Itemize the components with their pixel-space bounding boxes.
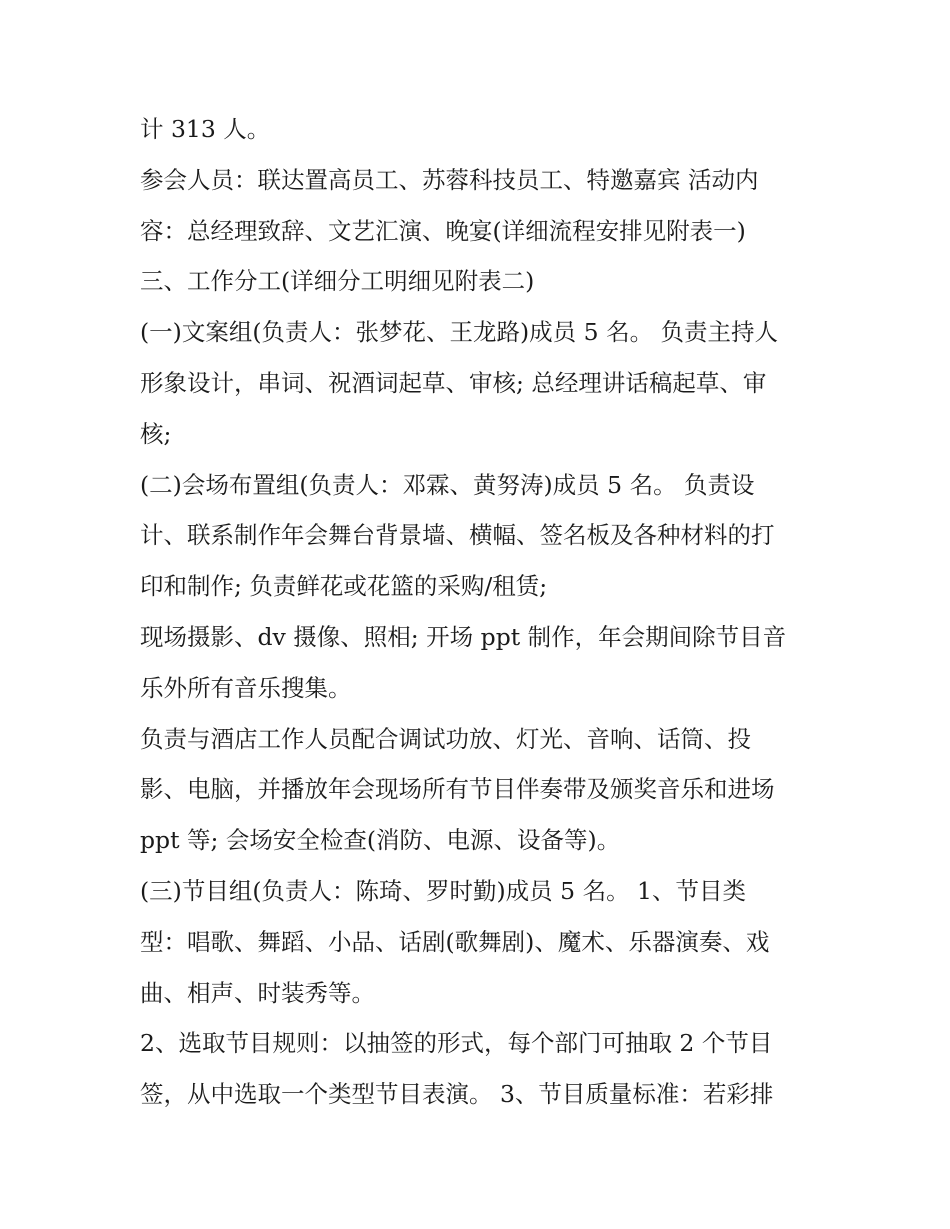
text-line: 影、电脑，并播放年会现场所有节目伴奏带及颁奖音乐和进场 [140, 775, 775, 804]
text-line: 参会人员：联达置高员工、苏蓉科技员工、特邀嘉宾 活动内 [140, 165, 759, 194]
text-line: 核; [140, 419, 172, 448]
section-heading: 三、工作分工(详细分工明细见附表二) [140, 267, 535, 296]
text-line: 2、选取节目规则：以抽签的形式，每个部门可抽取 2 个节目 [140, 1029, 773, 1058]
text-line: (三)节目组(负责人：陈琦、罗时勤)成员 5 名。 1、节目类 [140, 876, 746, 905]
text-line: 乐外所有音乐搜集。 [140, 673, 352, 702]
text-line: 计 313 人。 [140, 115, 271, 143]
text-line: 形象设计，串词、祝酒词起草、审核; 总经理讲话稿起草、审 [140, 368, 767, 397]
document-body [140, 104, 820, 1120]
text-line: ppt 等; 会场安全检查(消防、电源、设备等)。 [140, 826, 621, 855]
text-line: 曲、相声、时装秀等。 [140, 978, 375, 1007]
text-line: (一)文案组(负责人：张梦花、王龙路)成员 5 名。 负责主持人 [140, 318, 779, 347]
text-line: 型：唱歌、舞蹈、小品、话剧(歌舞剧)、魔术、乐器演奏、戏 [140, 927, 770, 956]
text-line: 负责与酒店工作人员配合调试功放、灯光、音响、话筒、投 [140, 724, 751, 753]
text-line: 签，从中选取一个类型节目表演。 3、节目质量标准：若彩排 [140, 1080, 774, 1109]
text-line: 印和制作; 负责鲜花或花篮的采购/租赁; [140, 572, 548, 601]
text-line: (二)会场布置组(负责人：邓霖、黄努涛)成员 5 名。 负责设 [140, 470, 755, 499]
text-line: 计、联系制作年会舞台背景墙、横幅、签名板及各种材料的打 [140, 521, 775, 550]
text-line: 现场摄影、dv 摄像、照相; 开场 ppt 制作，年会期间除节目音 [140, 622, 787, 651]
text-line: 容：总经理致辞、文艺汇演、晚宴(详细流程安排见附表一) [140, 216, 746, 245]
